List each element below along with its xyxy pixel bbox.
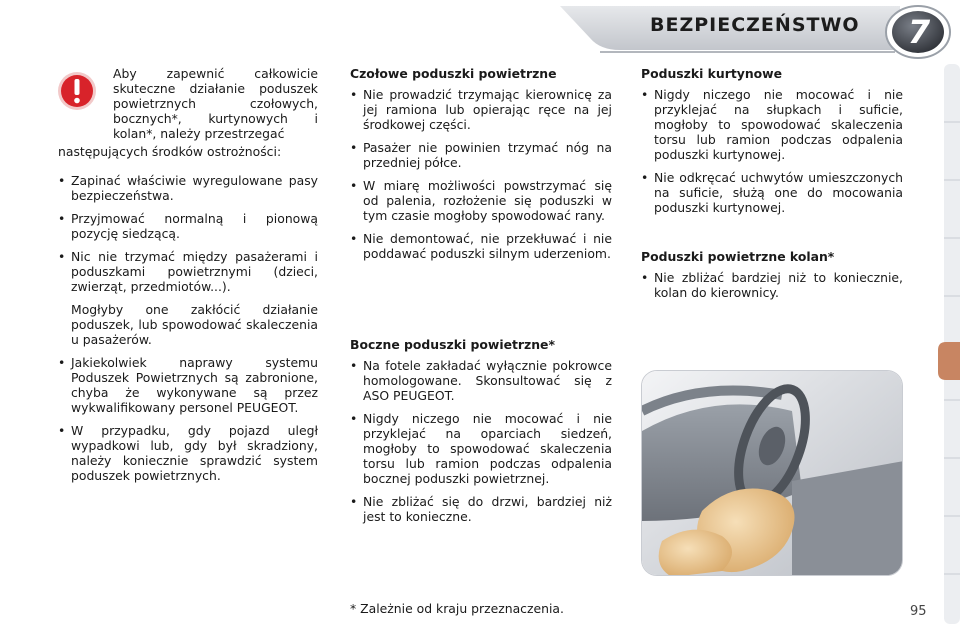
list-item: • Jakiekolwiek naprawy systemu Poduszek Powietrznych są zabronione, chyba że wykonywane są przez wykwalifikowany personel PEUGEOT. xyxy=(58,355,318,415)
precautions-list xyxy=(58,173,318,483)
chapter-tabs xyxy=(938,64,960,624)
column-general xyxy=(58,66,318,491)
list-item: • W przypadku, gdy pojazd uległ wypadkowi lub, gdy był skradziony, należy koniecznie sprawdzić system poduszek powietrznych. xyxy=(58,423,318,483)
front-airbags-heading: Czołowe poduszki powietrzne xyxy=(350,66,557,81)
side-airbags-list xyxy=(350,358,612,524)
front-airbags-list xyxy=(350,87,612,261)
list-item-note: Mogłyby one zakłócić działanie poduszek, lub spowodować skaleczenia u pasażerów. xyxy=(71,302,318,347)
column-curtain-knee xyxy=(641,66,903,308)
list-item: • Nigdy niczego nie mocować i nie przyklejać na oparciach siedzeń, mogłoby to spowodować skaleczenia torsu lub ramion podczas odpalenia bocznej poduszki powietrznej. xyxy=(350,411,612,486)
knee-airbags-list xyxy=(641,270,903,300)
list-item: • Nic nie trzymać między pasażerami i poduszkami powietrznymi (dzieci, zwierząt, przedmiotów...). xyxy=(58,249,318,294)
column-front-side xyxy=(350,66,612,532)
footnote: * Zależnie od kraju przeznaczenia. xyxy=(350,601,564,616)
intro-text: Aby zapewnić całkowicie skuteczne działanie poduszek powietrznych czołowych, bocznych*, kurtynowych i kolan*, należy przestrzegać xyxy=(113,66,318,141)
list-item: • Nie demontować, nie przekłuwać i nie poddawać poduszki silnym uderzeniom. xyxy=(350,231,612,261)
list-item: • Pasażer nie powinien trzymać nóg na przedniej półce. xyxy=(350,140,612,170)
list-item: • Zapinać właściwie wyregulowane pasy bezpieczeństwa. xyxy=(58,173,318,203)
list-item: • Na fotele zakładać wyłącznie pokrowce homologowane. Skonsultować się z ASO PEUGEOT. xyxy=(350,358,612,403)
curtain-airbags-list xyxy=(641,87,903,215)
knee-airbags-heading: Poduszki powietrzne kolan* xyxy=(641,249,835,264)
list-item: • Nigdy niczego nie mocować i nie przyklejać na słupkach i suficie, mogłoby to spowodować skaleczenia torsu lub ramion podczas odpalenia poduszki kurtynowej. xyxy=(641,87,903,162)
intro-block xyxy=(58,66,318,144)
page-number: 95 xyxy=(910,604,927,619)
header-banner xyxy=(0,0,960,60)
side-airbags-heading: Boczne poduszki powietrzne* xyxy=(350,337,555,352)
intro-text-tail: następujących środków ostrożności: xyxy=(58,144,282,159)
knee-airbag-illustration xyxy=(641,370,903,576)
list-item: • Nie zbliżać się do drzwi, bardziej niż jest to konieczne. xyxy=(350,494,612,524)
list-item: • Nie prowadzić trzymając kierownicę za jej ramiona lub opierając ręce na jej środkowej części. xyxy=(350,87,612,132)
list-item: • Nie zbliżać bardziej niż to koniecznie, kolan do kierownicy. xyxy=(641,270,903,300)
warning-icon xyxy=(56,70,98,112)
list-item: • W miarę możliwości powstrzymać się od palenia, rozłożenie się poduszki w tym czasie mogłoby spowodować rany. xyxy=(350,178,612,223)
list-item: • Nie odkręcać uchwytów umieszczonych na suficie, służą one do mocowania poduszki kurtynowej. xyxy=(641,170,903,215)
curtain-airbags-heading: Poduszki kurtynowe xyxy=(641,66,783,81)
list-item: • Przyjmować normalną i pionową pozycję siedzącą. xyxy=(58,211,318,241)
chapter-number: 7 xyxy=(907,13,931,51)
page-title: BEZPIECZEŃSTWO xyxy=(650,14,860,36)
